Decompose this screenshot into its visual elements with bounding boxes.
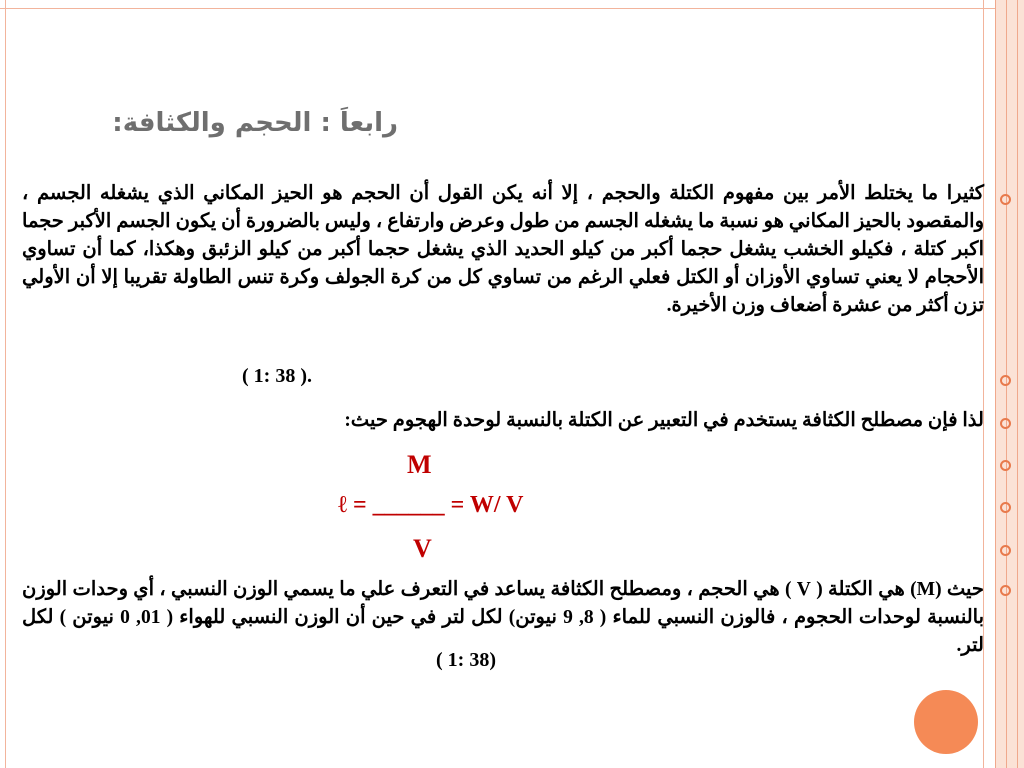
formula-equation: ℓ = ______ = W/ V	[338, 492, 524, 518]
bullet-icon	[1000, 194, 1011, 205]
bullet-icon	[1000, 545, 1011, 556]
reference-1: ( 1: 38 ).	[242, 365, 312, 387]
formula-denominator: V	[413, 534, 432, 563]
band-line-3	[1017, 0, 1018, 768]
bullet-icon	[1000, 460, 1011, 471]
band-line-1	[995, 0, 996, 768]
bullet-icon	[1000, 585, 1011, 596]
top-frame-line	[0, 8, 1024, 9]
reference-2: ( 1: 38)	[436, 649, 496, 671]
bullet-icon	[1000, 502, 1011, 513]
left-frame-line	[5, 0, 6, 768]
bullet-icon	[1000, 418, 1011, 429]
slide-title: رابعاَ : الحجم والكثافة:	[112, 108, 398, 138]
paragraph-1: كثيرا ما يختلط الأمر بين مفهوم الكتلة والحجم ، إلا أنه يكن القول أن الحجم هو الحيز المكاني الذي يشغله الجسم ، والمقصود بالحيز المكاني هو نسبة ما يشغله الجسم من طول وعرض وارتفاع ، وليس بالضرورة أن يكون الجسم الأكبر حجما اكبر كتلة ، فكيلو الخشب يشغل حجما أكبر من كيلو الحديد الذي يشغل حجما أكبر من كيلو الزئبق وهكذا، كما أن تساوي الأحجام لا يعني تساوي الأوزان أو الكتل فعلي الرغم من تساوي كل من كرة الجولف وكرة تنس الطاولة تقريبا إلا أن الأولي تزن أكثر من عشرة أضعاف وزن الأخيرة.	[22, 183, 984, 316]
paragraph-3: حيث (M) هي الكتلة ( V ) هي الحجم ، ومصطلح الكثافة يساعد في التعرف علي ما يسمي الوزن النسبي ، أي وحدات الوزن بالنسبة لوحدات الحجوم ، فالوزن النسبي للماء ( 8, 9 نيوتن) لكل لتر في حين أن الوزن النسبي للهواء ( 01, 0 نيوتن ) لكل لتر.	[22, 579, 985, 656]
formula-numerator: M	[407, 450, 432, 479]
paragraph-2: لذا فإن مصطلح الكثافة يستخدم في التعبير عن الكتلة بالنسبة لوحدة الهجوم حيث:	[344, 410, 984, 431]
bullet-icon	[1000, 375, 1011, 386]
corner-circle-decoration	[914, 690, 978, 754]
